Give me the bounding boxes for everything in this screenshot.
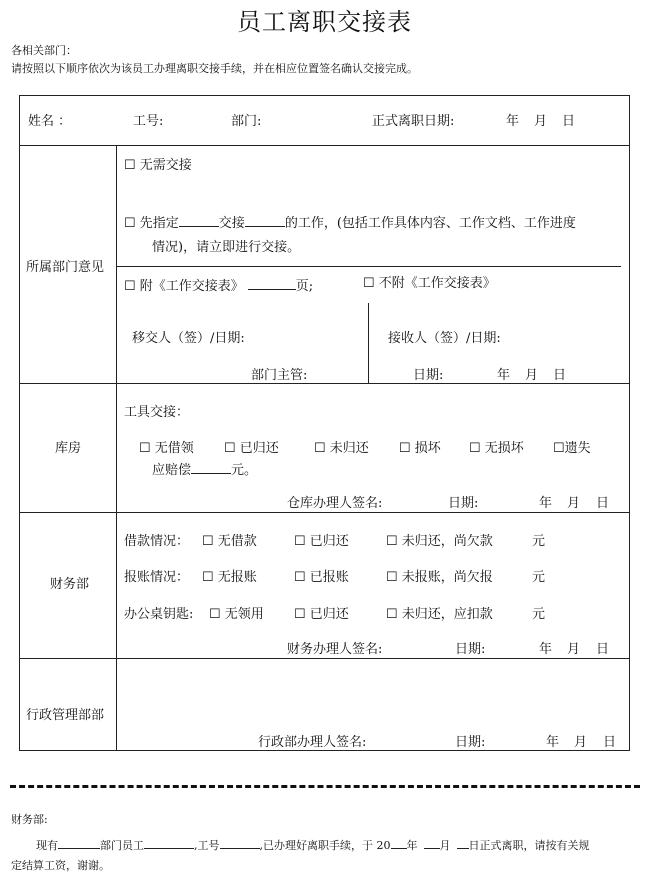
footer-text: ,工号	[194, 839, 220, 852]
reimbursement-status-label: 报账情况：	[124, 570, 190, 585]
footer-text: 日正式离职，请按有关规	[468, 839, 590, 852]
dept-label: 部门:	[231, 114, 262, 129]
dept-opinion-label: 所属部门意见	[26, 260, 105, 275]
month-label: 月	[574, 735, 588, 750]
warehouse-sign-label: 仓库办理人签名:	[287, 496, 383, 511]
footer-text: 现有	[36, 839, 58, 852]
row-divider	[19, 658, 630, 659]
footer-recipient: 财务部:	[11, 813, 48, 826]
footer-text: ,已办理好离职手续，于 20	[259, 839, 391, 852]
blank-line	[245, 214, 285, 227]
blank-line	[220, 838, 260, 849]
assign-handover-text: ☐ 先指定	[124, 216, 179, 231]
month-label: 月	[525, 368, 539, 383]
date-label: 日期:	[455, 735, 486, 750]
page-title: 员工离职交接表	[237, 8, 412, 36]
blank-line	[58, 838, 100, 849]
day-label: 日	[596, 496, 610, 511]
footer-text: 部门员工	[100, 839, 144, 852]
desk-key-label: 办公桌钥匙:	[124, 607, 194, 622]
day-label: 日	[553, 368, 567, 383]
month-label: 月	[567, 496, 581, 511]
date-label: 日期:	[413, 368, 444, 383]
year-label: 年	[546, 735, 560, 750]
receiver-sign-label: 接收人（签）/日期:	[388, 331, 501, 346]
day-label: 日	[596, 642, 610, 657]
lost-checkbox[interactable]: ☐遗失	[553, 441, 591, 456]
row-divider	[19, 145, 630, 146]
finance-sign-label: 财务办理人签名:	[287, 642, 383, 657]
footer-notice	[36, 838, 590, 851]
leave-date-label: 正式离职日期:	[372, 114, 455, 129]
supervisor-label: 部门主管:	[251, 368, 308, 383]
handover-person-sign-label: 移交人（签）/日期:	[132, 331, 245, 346]
undamaged-checkbox[interactable]: ☐ 无损坏	[469, 441, 524, 456]
footer-text-line2: 定结算工资，谢谢。	[11, 859, 110, 872]
footer-text: 月	[439, 839, 451, 852]
loan-returned-checkbox[interactable]: ☐ 已归还	[294, 534, 349, 549]
admin-label: 行政管理部部	[26, 708, 105, 723]
damaged-checkbox[interactable]: ☐ 损坏	[399, 441, 441, 456]
year-label: 年	[539, 642, 553, 657]
year-label: 年	[506, 114, 520, 129]
loan-status-label: 借款情况：	[124, 534, 190, 549]
footer-text: 年	[406, 839, 418, 852]
cut-line	[10, 785, 640, 788]
label-column-divider	[116, 145, 117, 751]
reimbursement-unit-label: 元	[532, 570, 546, 585]
no-attach-form-checkbox[interactable]: ☐ 不附《工作交接表》	[363, 276, 496, 291]
intro-text: 请按照以下顺序依次为该员工办理离职交接手续，并在相应位置签名确认交接完成。	[11, 62, 418, 75]
key-returned-checkbox[interactable]: ☐ 已归还	[294, 607, 349, 622]
no-loan-checkbox[interactable]: ☐ 无借款	[202, 534, 257, 549]
blank-line	[457, 838, 469, 849]
date-label: 日期:	[448, 496, 479, 511]
returned-checkbox[interactable]: ☐ 已归还	[224, 441, 279, 456]
day-label: 日	[603, 735, 617, 750]
signature-divider	[368, 303, 369, 383]
finance-label: 财务部	[50, 577, 90, 592]
attach-form-text: 页;	[295, 279, 314, 294]
key-unit-label: 元	[532, 607, 546, 622]
emp-id-label: 工号:	[133, 114, 164, 129]
no-borrow-checkbox[interactable]: ☐ 无借领	[139, 441, 194, 456]
attach-form-option[interactable]	[124, 277, 313, 293]
assign-handover-option[interactable]	[124, 214, 576, 230]
compensation-text: 元。	[231, 463, 258, 478]
inner-divider	[116, 266, 621, 267]
reimbursed-checkbox[interactable]: ☐ 已报账	[294, 570, 349, 585]
compensation-text: 应赔偿	[152, 463, 192, 478]
attach-form-text: ☐ 附《工作交接表》	[124, 279, 244, 294]
admin-sign-label: 行政部办理人签名:	[258, 735, 367, 750]
month-label: 月	[567, 642, 581, 657]
blank-line	[391, 838, 407, 849]
not-reimbursed-checkbox[interactable]: ☐ 未报账，尚欠报	[386, 570, 493, 585]
compensation-field[interactable]	[152, 461, 257, 477]
assign-handover-text: 交接	[218, 216, 245, 231]
blank-line	[144, 838, 194, 849]
no-key-checkbox[interactable]: ☐ 无领用	[209, 607, 264, 622]
blank-line	[424, 838, 440, 849]
name-label: 姓名 ：	[28, 114, 72, 129]
blank-line	[191, 461, 231, 474]
key-deduct-checkbox[interactable]: ☐ 未归还，应扣款	[386, 607, 493, 622]
loan-owed-checkbox[interactable]: ☐ 未归还，尚欠款	[386, 534, 493, 549]
blank-line	[248, 277, 296, 290]
year-label: 年	[497, 368, 511, 383]
day-label: 日	[562, 114, 576, 129]
loan-unit-label: 元	[532, 534, 546, 549]
assign-handover-text-line2: 情况)，请立即进行交接。	[152, 240, 301, 255]
month-label: 月	[534, 114, 548, 129]
year-label: 年	[539, 496, 553, 511]
tools-handover-label: 工具交接：	[124, 405, 190, 420]
blank-line	[179, 214, 219, 227]
row-divider	[19, 512, 630, 513]
not-returned-checkbox[interactable]: ☐ 未归还	[314, 441, 369, 456]
warehouse-label: 库房	[55, 441, 82, 456]
no-handover-checkbox[interactable]: ☐ 无需交接	[124, 158, 192, 173]
no-reimbursement-checkbox[interactable]: ☐ 无报账	[202, 570, 257, 585]
intro-recipient: 各相关部门：	[11, 44, 77, 57]
date-label: 日期:	[455, 642, 486, 657]
assign-handover-text: 的工作，(包括工作具体内容、工作文档、工作进度	[284, 216, 576, 231]
row-divider	[19, 383, 630, 384]
